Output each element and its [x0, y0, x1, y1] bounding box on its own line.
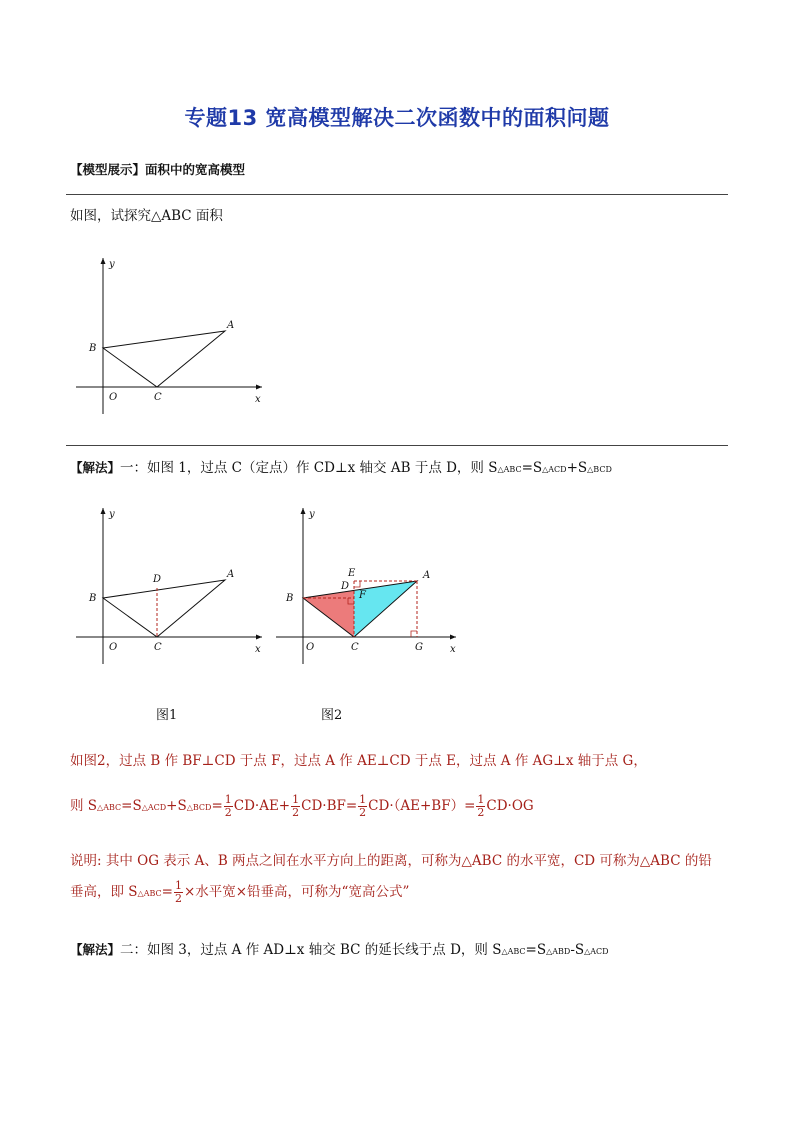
label-a: A: [227, 569, 235, 580]
label-c: C: [154, 642, 162, 653]
label-o: O: [109, 392, 118, 403]
label-b: B: [89, 593, 97, 604]
label-o: O: [109, 642, 118, 653]
label-y: y: [109, 509, 115, 520]
f-t1: CD·AE+: [233, 798, 291, 814]
label-c: C: [351, 642, 359, 653]
method2-body: 二：如图 3，过点 A 作 AD⊥x 轴交 BC 的延长线于点 D，则: [120, 942, 493, 958]
fraction-half-2: $\frac{1}{2}$: [292, 793, 300, 819]
e-eq: =: [161, 884, 173, 900]
explain-line-2: [70, 880, 409, 905]
m1-s3: S: [577, 460, 588, 476]
m1-sub2: △ACD: [542, 465, 567, 474]
e-sub: △ABC: [137, 889, 162, 898]
f-t2: CD·BF=: [301, 798, 358, 814]
figure-2: [270, 502, 470, 672]
m2-minus: -: [570, 942, 575, 958]
m1-s1: S: [488, 460, 498, 476]
f-sub1: △ABC: [97, 803, 122, 812]
triangle-abc: [103, 580, 225, 637]
fraction-half-1: $\frac{1}{2}$: [224, 793, 232, 819]
method1-bracket: 【解法】: [70, 460, 121, 475]
m2-sub2: △ABD: [546, 947, 571, 956]
label-d: D: [153, 574, 162, 585]
f-plus: +: [166, 798, 178, 814]
f-sub2: △ACD: [141, 803, 167, 812]
label-f: F: [359, 590, 366, 601]
label-x: x: [255, 394, 261, 405]
figure2-description: 如图2，过点 B 作 BF⊥CD 于点 F，过点 A 作 AE⊥CD 于点 E，过点 A 作 AG⊥x 轴于点 G，: [70, 753, 647, 769]
figure-1: [70, 502, 270, 672]
divider-top: [66, 194, 728, 195]
x-axis-arrow-icon: [256, 385, 262, 390]
label-e: E: [348, 568, 356, 579]
m2-s2: S: [536, 942, 547, 958]
m2-eq: =: [525, 942, 537, 958]
m1-eq: =: [521, 460, 533, 476]
f-eq2: =: [211, 798, 223, 814]
label-a: A: [227, 320, 235, 331]
m1-plus: +: [566, 460, 578, 476]
fraction-half-5: $\frac{1}{2}$: [174, 879, 182, 905]
label-g: G: [415, 642, 423, 653]
caption-figure-2: 图2: [321, 708, 343, 723]
method2-text: [70, 938, 609, 958]
label-x: x: [450, 644, 456, 655]
label-y: y: [109, 259, 115, 270]
y-axis-arrow-icon: [101, 258, 106, 264]
model-heading-text: 面积中的宽高模型: [145, 162, 246, 177]
f-t3: CD·（AE+BF）=: [368, 798, 476, 814]
intro-text: 如图，试探究△ABC 面积: [70, 208, 223, 224]
f-t4: CD·OG: [486, 798, 534, 814]
model-bracket: 【模型展示】: [70, 162, 146, 177]
m2-sub1: △ABC: [501, 947, 526, 956]
f-s1: S: [87, 798, 98, 814]
model-heading: [70, 160, 245, 178]
explain-line-1: 说明: 其中 OG 表示 A、B 两点之间在水平方向上的距离，可称为△ABC 的水平宽，CD 可称为△ABC 的铅: [70, 853, 712, 869]
right-angle-e: [354, 581, 360, 587]
caption-figure-1: 图1: [156, 708, 178, 723]
m1-sub3: △BCD: [587, 465, 612, 474]
f-s3: S: [177, 798, 187, 814]
y-axis-arrow-icon: [101, 508, 106, 514]
page-title: 专题13 宽高模型解决二次函数中的面积问题: [184, 106, 610, 130]
label-o: O: [306, 642, 315, 653]
f-eq1: =: [121, 798, 133, 814]
label-d: D: [341, 581, 350, 592]
label-a: A: [423, 570, 431, 581]
m2-s1: S: [492, 942, 502, 958]
explain-prefix: 垂高，即: [70, 884, 129, 900]
e-s: S: [128, 884, 138, 900]
fraction-half-3: $\frac{1}{2}$: [359, 793, 367, 819]
f-s2: S: [132, 798, 142, 814]
label-y: y: [309, 509, 315, 520]
divider-middle: [66, 445, 728, 446]
label-x: x: [255, 644, 261, 655]
triangle-abc: [103, 331, 225, 387]
m1-s2: S: [532, 460, 543, 476]
right-angle-g: [411, 631, 417, 637]
m2-s3: S: [574, 942, 585, 958]
m2-sub3: △ACD: [584, 947, 609, 956]
fraction-half-4: $\frac{1}{2}$: [477, 793, 485, 819]
formula-then: 则: [70, 798, 88, 814]
method1-body: 一：如图 1，过点 C（定点）作 CD⊥x 轴交 AB 于点 D，则: [120, 460, 489, 476]
explain-suffix: ×水平宽×铅垂高，可称为“宽高公式”: [183, 884, 410, 900]
label-c: C: [154, 392, 162, 403]
m1-sub1: △ABC: [497, 465, 522, 474]
area-formula: [70, 794, 534, 819]
figure-0: [70, 252, 280, 422]
x-axis-arrow-icon: [450, 635, 456, 640]
method1-text: [70, 456, 612, 476]
f-sub3: △BCD: [186, 803, 212, 812]
label-b: B: [286, 593, 294, 604]
method2-bracket: 【解法】: [70, 942, 121, 957]
label-b: B: [89, 343, 97, 354]
y-axis-arrow-icon: [301, 508, 306, 514]
x-axis-arrow-icon: [256, 635, 262, 640]
